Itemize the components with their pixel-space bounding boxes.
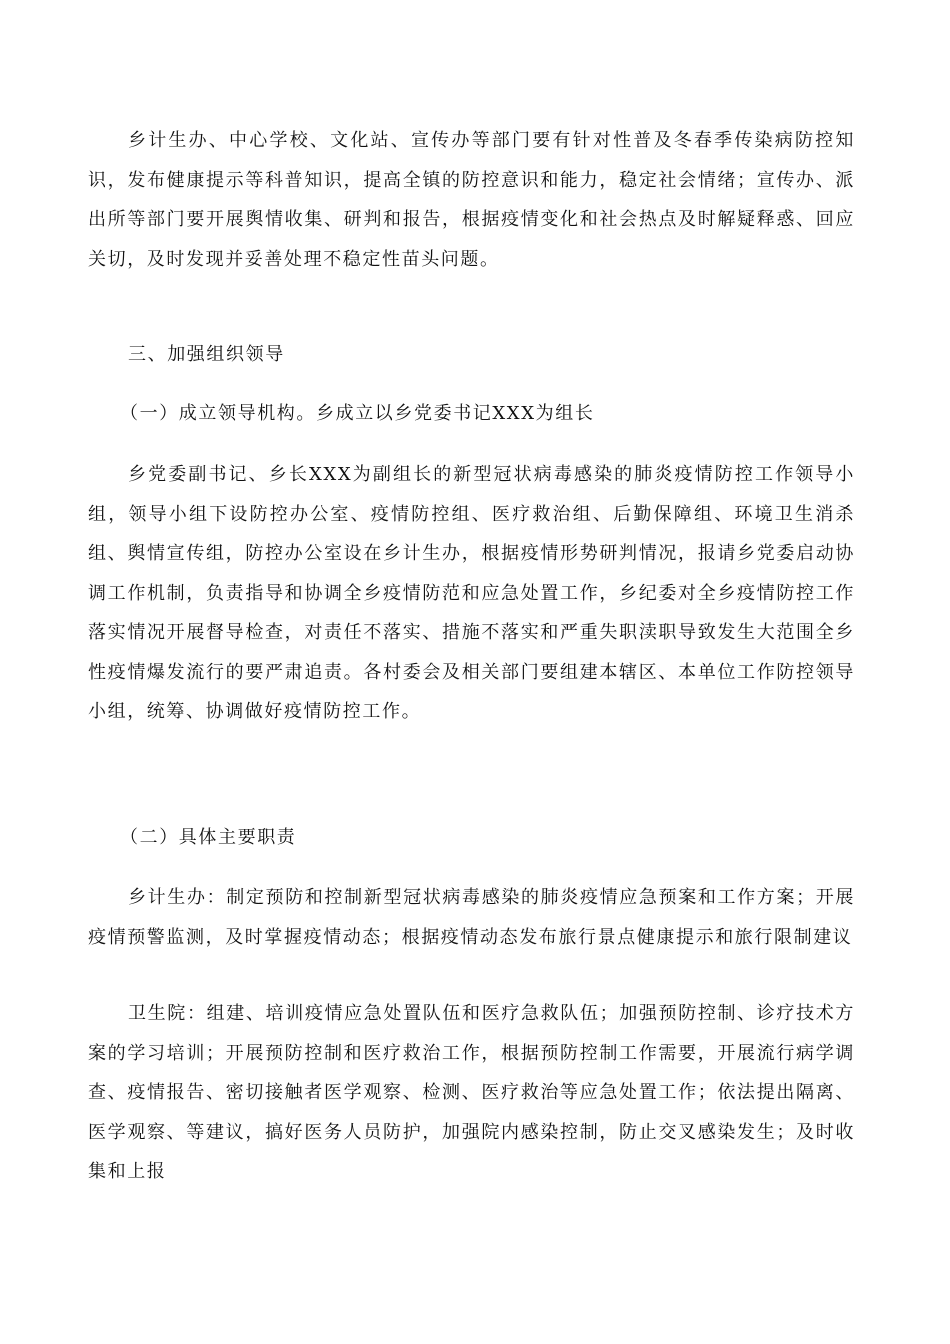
paragraph-health-center: 卫生院：组建、培训疫情应急处置队伍和医疗急救队伍；加强预防控制、诊疗技术方案的学习培训；开展预防控制和医疗救治工作，根据预防控制工作需要，开展流行病学调查、疫情报告、密切接触者医学观察、检测、医疗救治等应急处置工作；依法提出隔离、医学观察、等建议，搞好医务人员防护，加强院内感染控制，防止交叉感染发生；及时收集和上报 — [88, 1003, 855, 1182]
subheading-leading-body: （一）成立领导机构。乡成立以乡党委书记XXX为组长 — [120, 403, 595, 424]
paragraph-family-planning-office: 乡计生办：制定预防和控制新型冠状病毒感染的肺炎疫情应急预案和工作方案；开展疫情预警监测，及时掌握疫情动态；根据疫情动态发布旅行景点健康提示和旅行限制建议 — [88, 887, 855, 948]
paragraph-leading-group: 乡党委副书记、乡长XXX为副组长的新型冠状病毒感染的肺炎疫情防控工作领导小组，领导小组下设防控办公室、疫情防控组、医疗救治组、后勤保障组、环境卫生消杀组、舆情宣传组，防控办公室设在乡计生办，根据疫情形势研判情况，报请乡党委启动协调工作机制，负责指导和协调全乡疫情防范和应急处置工作，乡纪委对全乡疫情防控工作落实情况开展督导检查，对责任不落实、措施不落实和严重失职渎职导致发生大范围全乡性疫情爆发流行的要严肃追责。各村委会及相关部门要组建本辖区、本单位工作防控领导小组，统筹、协调做好疫情防控工作。 — [88, 464, 855, 722]
subheading-main-duties: （二）具体主要职责 — [120, 827, 297, 848]
section-heading-organization: 三、加强组织领导 — [128, 344, 285, 365]
paragraph-publicity-duties: 乡计生办、中心学校、文化站、宣传办等部门要有针对性普及冬春季传染病防控知识，发布健康提示等科普知识，提高全镇的防控意识和能力，稳定社会情绪；宣传办、派出所等部门要开展舆情收集、研判和报告，根据疫情变化和社会热点及时解疑释惑、回应关切，及时发现并妥善处理不稳定性苗头问题。 — [88, 130, 855, 270]
